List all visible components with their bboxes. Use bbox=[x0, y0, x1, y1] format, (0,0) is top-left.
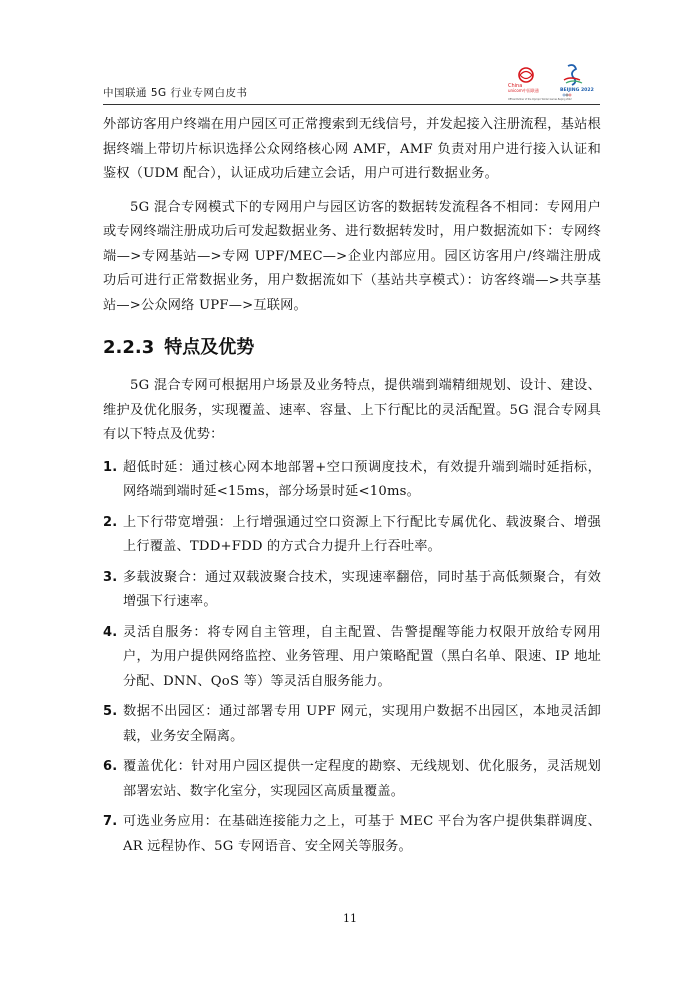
list-item-text: 将专网自主管理，自主配置、告警提醒等能力权限开放给专网用户，为用户提供网络监控、业务管理、用户策略配置（黑白名单、限速、IP 地址分配、DNN、QoS 等）等灵活自服务能力。 bbox=[123, 624, 601, 689]
section-heading bbox=[103, 334, 601, 362]
list-item-text: 上行增强通过空口资源上下行配比专属优化、载波聚合、增强上行覆盖、TDD+FDD 的方式合力提升上行吞吐率。 bbox=[123, 514, 601, 554]
list-item bbox=[103, 621, 601, 695]
feature-list bbox=[103, 456, 601, 860]
list-item-number: 6. bbox=[103, 759, 118, 774]
section-number: 2.2.3 bbox=[103, 337, 155, 358]
paragraph-data-flow: 5G 混合专网模式下的专网用户与园区访客的数据转发流程各不相同：专网用户或专网终端注册成功后可发起数据业务、进行数据转发时，用户数据流如下：专网终端—>专网基站—>专网 UPF/MEC—>企业内部应用。园区访客用户/终端注册成功后可进行正常数据业务，用户数据流如下（基站共享模式）：访客终端—>共享基站—>公众网络 UPF—>互联网。 bbox=[103, 199, 601, 313]
section-title: 特点及优势 bbox=[164, 337, 255, 358]
svg-text:unicom中国联通: unicom中国联通 bbox=[508, 88, 539, 93]
page-header bbox=[103, 62, 600, 105]
list-item-title: 灵活自服务： bbox=[123, 624, 208, 640]
list-item bbox=[103, 810, 601, 859]
partner-logos bbox=[500, 62, 600, 102]
list-item bbox=[103, 511, 601, 560]
list-item bbox=[103, 755, 601, 804]
list-item-title: 可选业务应用： bbox=[123, 814, 219, 829]
header-title: 中国联通 5G 行业专网白皮书 bbox=[103, 87, 248, 99]
list-item-number: 2. bbox=[103, 514, 118, 530]
china-unicom-logo-icon bbox=[508, 68, 539, 93]
paragraph-visitor-access: 外部访客用户终端在用户园区可正常搜索到无线信号，并发起接入注册流程，基站根据终端上带切片标识选择公众网络核心网 AMF，AMF 负责对用户进行接入认证和鉴权（UDM 配合），认证成功后建立会话，用户可进行数据业务。 bbox=[103, 117, 601, 181]
section-intro: 5G 混合专网可根据用户场景及业务特点，提供端到端精细规划、设计、建设、维护及优化服务，实现覆盖、速率、容量、上下行配比的灵活配置。5G 混合专网具有以下特点及优势： bbox=[103, 378, 601, 442]
list-item-title: 数据不出园区： bbox=[123, 704, 220, 719]
svg-text:China: China bbox=[508, 83, 523, 89]
list-item-text: 在基础连接能力之上，可基于 MEC 平台为客户提供集群调度、AR 远程协作、5G 专网语音、安全网关等服务。 bbox=[123, 814, 601, 854]
logo-tagline: Official Partner of the Olympic Winter Games Beijing 2022 bbox=[508, 98, 572, 101]
list-item-text: 通过部署专用 UPF 网元，实现用户数据不出园区，本地灵活卸载，业务安全隔离。 bbox=[123, 704, 601, 744]
list-item-number: 4. bbox=[103, 624, 118, 640]
svg-text:BEIJING 2022: BEIJING 2022 bbox=[560, 88, 594, 93]
list-item-text: 针对用户园区提供一定程度的勘察、无线规划、优化服务，灵活规划部署宏站、数字化室分，实现园区高质量覆盖。 bbox=[123, 759, 601, 799]
page-body bbox=[103, 113, 601, 865]
beijing-2022-emblem-icon bbox=[560, 65, 594, 96]
list-item bbox=[103, 700, 601, 749]
page-number: 11 bbox=[343, 912, 357, 925]
list-item-text: 通过双载波聚合技术，实现速率翻倍，同时基于高低频聚合，有效增强下行速率。 bbox=[123, 569, 601, 609]
list-item bbox=[103, 566, 601, 615]
list-item-title: 上下行带宽增强： bbox=[123, 514, 233, 530]
list-item-title: 超低时延： bbox=[123, 459, 192, 475]
list-item-number: 1. bbox=[103, 459, 118, 475]
list-item-number: 5. bbox=[103, 704, 118, 719]
list-item-text: 通过核心网本地部署+空口预调度技术，有效提升端到端时延指标，网络端到端时延<15ms，部分场景时延<10ms。 bbox=[123, 459, 601, 499]
list-item bbox=[103, 456, 601, 505]
list-item-number: 7. bbox=[103, 814, 118, 829]
list-item-title: 多载波聚合： bbox=[123, 569, 205, 585]
list-item-title: 覆盖优化： bbox=[123, 759, 192, 774]
list-item-number: 3. bbox=[103, 569, 118, 585]
